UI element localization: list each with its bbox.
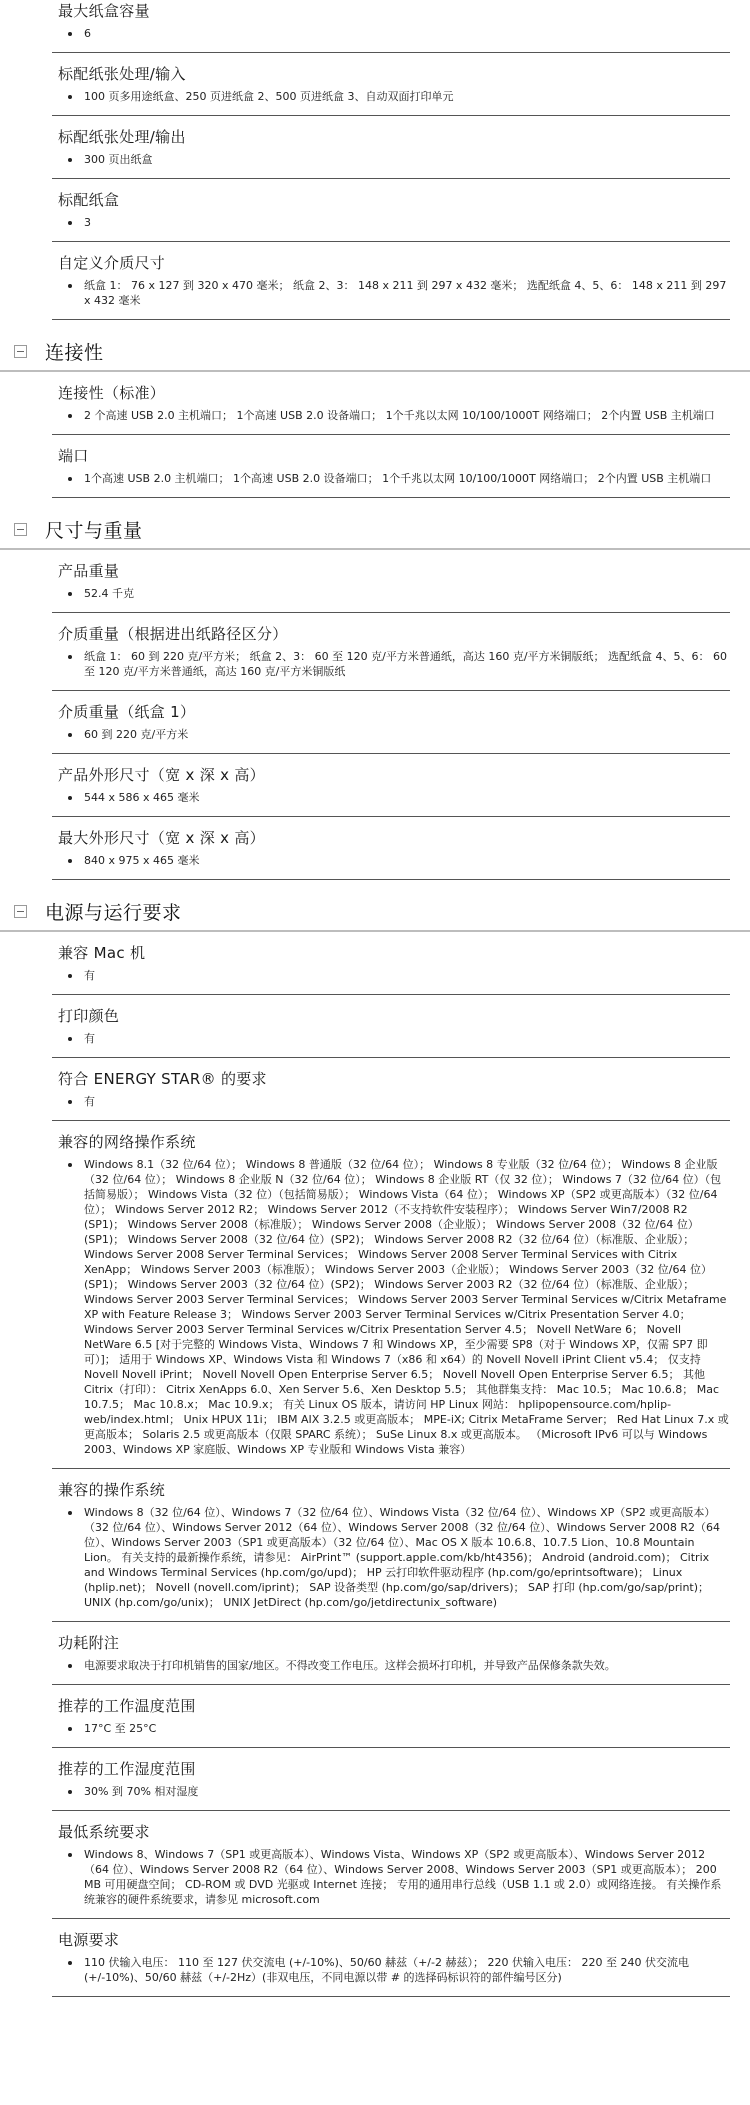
section-header[interactable] (0, 332, 750, 372)
spec-label: 最大纸盒容量 (58, 2, 150, 20)
spec-item (52, 1748, 730, 1811)
spec-value-list (58, 790, 730, 805)
spec-value-list (58, 1721, 730, 1736)
spec-value-list (58, 586, 730, 601)
spec-item (52, 1622, 730, 1685)
spec-item (52, 372, 730, 435)
spec-value: 17°C 至 25°C (58, 1721, 730, 1736)
spec-label: 标配纸张处理/输出 (58, 128, 186, 146)
spec-value: 60 到 220 克/平方米 (58, 727, 730, 742)
spec-item (52, 550, 730, 613)
spec-value: 100 页多用途纸盒、250 页进纸盒 2、500 页进纸盒 3、自动双面打印单元 (58, 89, 730, 104)
spec-item (52, 613, 730, 691)
spec-item (52, 754, 730, 817)
spec-value-list (58, 853, 730, 868)
spec-item (52, 179, 730, 242)
spec-label: 推荐的工作湿度范围 (58, 1760, 196, 1778)
spec-value: 300 页出纸盒 (58, 152, 730, 167)
spec-item (52, 53, 730, 116)
spec-value-list (58, 727, 730, 742)
spec-value-list (58, 968, 730, 983)
spec-label: 标配纸盒 (58, 191, 120, 209)
spec-item (52, 0, 730, 53)
spec-value-list (58, 26, 730, 41)
spec-value: 电源要求取决于打印机销售的国家/地区。不得改变工作电压。这样会损坏打印机，并导致产品保修条款失效。 (58, 1658, 730, 1673)
spec-value-list (58, 215, 730, 230)
section-title: 尺寸与重量 (45, 519, 143, 542)
spec-value-list (58, 1784, 730, 1799)
spec-value: 有 (58, 968, 730, 983)
spec-item (52, 1685, 730, 1748)
spec-label: 兼容的网络操作系统 (58, 1133, 196, 1151)
spec-value: 52.4 千克 (58, 586, 730, 601)
spec-label: 介质重量（根据进出纸路径区分） (58, 625, 288, 643)
spec-label: 产品外形尺寸（宽 x 深 x 高） (58, 766, 265, 784)
spec-label: 介质重量（纸盒 1） (58, 703, 196, 721)
spec-value: Windows 8（32 位/64 位）、Windows 7（32 位/64 位）、Windows Vista（32 位/64 位）、Windows XP（SP2 或更高版本）（32 位/64 位）、Windows Server 2012（64 位）、Windows Server 2008（32 位/64 位）、Windows Server 2008 R2（64 位）、Windows Server 2003（SP1 或更高版本）（32 位/64 位）、Mac OS X 版本 10.6.8、10.7.5 Lion、10.8 Mountain Lion。 有关支持的最新操作系统，请参见： AirPrint™ (support.apple.com/kb/ht4356)； Android (android.com)； Citrix and Windows Terminal Services (hp.com/go/upd)； HP 云打印软件驱动程序 (hp.com/go/eprintsoftware)； Linux (hplip.net)； Novell (novell.com/iprint)； SAP 设备类型 (hp.com/go/sap/drivers)； SAP 打印 (hp.com/go/sap/print)； UNIX (hp.com/go/unix)； UNIX JetDirect (hp.com/go/jetdirectunix_software) (58, 1505, 730, 1610)
spec-value-list (58, 152, 730, 167)
spec-value-list (58, 1847, 730, 1907)
spec-value-list (58, 471, 730, 486)
spec-label: 端口 (58, 447, 89, 465)
spec-value: 纸盒 1： 60 到 220 克/平方米； 纸盒 2、3： 60 至 120 克/平方米普通纸，高达 160 克/平方米铜版纸； 选配纸盒 4、5、6： 60 至 120 克/平方米普通纸，高达 160 克/平方米铜版纸 (58, 649, 730, 679)
spec-value: 有 (58, 1031, 730, 1046)
spec-item (52, 995, 730, 1058)
section-title: 电源与运行要求 (45, 901, 182, 924)
spec-value: 840 x 975 x 465 毫米 (58, 853, 730, 868)
spec-item (52, 1121, 730, 1469)
spec-label: 打印颜色 (58, 1007, 120, 1025)
spec-label: 兼容的操作系统 (58, 1481, 166, 1499)
spec-value-list (58, 1658, 730, 1673)
spec-item (52, 1811, 730, 1919)
spec-item (52, 435, 730, 498)
spec-value-list (58, 1094, 730, 1109)
spec-item (52, 1058, 730, 1121)
collapse-icon[interactable] (14, 905, 27, 918)
spec-value: 有 (58, 1094, 730, 1109)
spec-value-list (58, 649, 730, 679)
spec-value-list (58, 1031, 730, 1046)
spec-item (52, 691, 730, 754)
spec-label: 最低系统要求 (58, 1823, 150, 1841)
spec-label: 电源要求 (58, 1931, 120, 1949)
spec-value-list (58, 408, 730, 423)
section-header[interactable] (0, 510, 750, 550)
spec-value-list (58, 278, 730, 308)
spec-label: 兼容 Mac 机 (58, 944, 146, 962)
spec-label: 产品重量 (58, 562, 120, 580)
spec-value: 3 (58, 215, 730, 230)
spec-label: 推荐的工作温度范围 (58, 1697, 196, 1715)
spec-value: Windows 8.1（32 位/64 位）； Windows 8 普通版（32 位/64 位）； Windows 8 专业版（32 位/64 位）； Windows 8 企业版（32 位/64 位）； Windows 8 企业版 N（32 位/64 位）； Windows 8 企业版 RT（仅 32 位）； Windows 7（32 位/64 位）（包括简易版）； Windows Vista（32 位）（包括简易版）； Windows Vista（64 位）； Windows XP（SP2 或更高版本）（32 位/64 位）； Windows Server 2012 R2； Windows Server 2012（不支持软件安装程序）； Windows Server Win7/2008 R2 (SP1)； Windows Server 2008（标准版）； Windows Server 2008（企业版）； Windows Server 2008（32 位/64 位）(SP1)； Windows Server 2008（32 位/64 位）(SP2)； Windows Server 2008 R2（32 位/64 位）（标准版、企业版）； Windows Server 2008 Server Terminal Services； Windows Server 2008 Server Terminal Services with Citrix XenApp； Windows Server 2003（标准版）； Windows Server 2003（企业版）； Windows Server 2003（32 位/64 位）(SP1)； Windows Server 2003（32 位/64 位）(SP2)； Windows Server 2003 R2（32 位/64 位）（标准版、企业版）； Windows Server 2003 Server Terminal Services； Windows Server 2003 Server Terminal Services w/Citrix Metaframe XP with Feature Release 3； Windows Server 2003 Server Terminal Services w/Citrix Presentation Server 4.0； Windows Server 2003 Server Terminal Services w/Citrix Presentation Server 4.5； Novell NetWare 6； Novell NetWare 6.5 [对于完整的 Windows Vista、Windows 7 和 Windows XP，至少需要 SP8（对于 Windows XP，仅需 SP7 即可）]； 适用于 Windows XP、Windows Vista 和 Windows 7（x86 和 x64）的 Novell Novell iPrint Client v5.4； 仅支持 Novell Novell iPrint； Novell Novell Open Enterprise Server 6.5； Novell Novell Open Enterprise Server 6.5； 其他 Citrix（打印）： Citrix XenApps 6.0、Xen Server 5.6、Xen Desktop 5.5； 其他群集支持： Mac 10.5； Mac 10.6.8； Mac 10.7.5； Mac 10.8.x； Mac 10.9.x； 有关 Linux OS 版本，请访问 HP Linux 网站： hplipopensource.com/hplip-web/index.html； Unix HPUX 11i； IBM AIX 3.2.5 或更高版本； MPE-iX; Citrix MetaFrame Server； Red Hat Linux 7.x 或更高版本； Solaris 2.5 或更高版本（仅限 SPARC 系统）； SuSe Linux 8.x 或更高版本。 （Microsoft IPv6 可以与 Windows 2003、Windows XP 家庭版、Windows XP 专业版和 Windows Vista 兼容） (58, 1157, 730, 1457)
spec-item (52, 116, 730, 179)
spec-label: 最大外形尺寸（宽 x 深 x 高） (58, 829, 265, 847)
spec-value-list (58, 1157, 730, 1457)
spec-value: 110 伏输入电压： 110 至 127 伏交流电 (+/-10%)、50/60 赫兹（+/-2 赫兹）； 220 伏输入电压： 220 至 240 伏交流电 (+/-10%)、50/60 赫兹（+/-2Hz）(非双电压，不同电源以带 # 的选择码标识符的部件编号区分) (58, 1955, 730, 1985)
spec-label: 功耗附注 (58, 1634, 120, 1652)
spec-label: 标配纸张处理/输入 (58, 65, 186, 83)
section-title: 连接性 (45, 341, 104, 364)
collapse-icon[interactable] (14, 345, 27, 358)
spec-value: 1个高速 USB 2.0 主机端口； 1个高速 USB 2.0 设备端口； 1个千兆以太网 10/100/1000T 网络端口； 2个内置 USB 主机端口 (58, 471, 730, 486)
spec-value: 2 个高速 USB 2.0 主机端口； 1个高速 USB 2.0 设备端口； 1个千兆以太网 10/100/1000T 网络端口； 2个内置 USB 主机端口 (58, 408, 730, 423)
spec-value: 30% 到 70% 相对湿度 (58, 1784, 730, 1799)
spec-value: 纸盒 1： 76 x 127 到 320 x 470 毫米； 纸盒 2、3： 148 x 211 到 297 x 432 毫米； 选配纸盒 4、5、6： 148 x 211 到 297 x 432 毫米 (58, 278, 730, 308)
section-header[interactable] (0, 892, 750, 932)
spec-value: 6 (58, 26, 730, 41)
spec-item (52, 817, 730, 880)
spec-value-list (58, 89, 730, 104)
spec-value-list (58, 1505, 730, 1610)
spec-value: Windows 8、Windows 7（SP1 或更高版本）、Windows Vista、Windows XP（SP2 或更高版本）、Windows Server 2012（64 位）、Windows Server 2008 R2（64 位）、Windows Server 2008、Windows Server 2003（SP1 或更高版本）； 200 MB 可用硬盘空间； CD-ROM 或 DVD 光驱或 Internet 连接； 专用的通用串行总线（USB 1.1 或 2.0）或网络连接。 有关操作系统兼容的硬件系统要求，请参见 microsoft.com (58, 1847, 730, 1907)
spec-item (52, 1469, 730, 1622)
spec-value-list (58, 1955, 730, 1985)
spec-label: 自定义介质尺寸 (58, 254, 166, 272)
collapse-icon[interactable] (14, 523, 27, 536)
spec-value: 544 x 586 x 465 毫米 (58, 790, 730, 805)
spec-label: 连接性（标准） (58, 384, 166, 402)
spec-item (52, 242, 730, 320)
spec-item (52, 1919, 730, 1997)
spec-label: 符合 ENERGY STAR® 的要求 (58, 1070, 267, 1088)
spec-item (52, 932, 730, 995)
